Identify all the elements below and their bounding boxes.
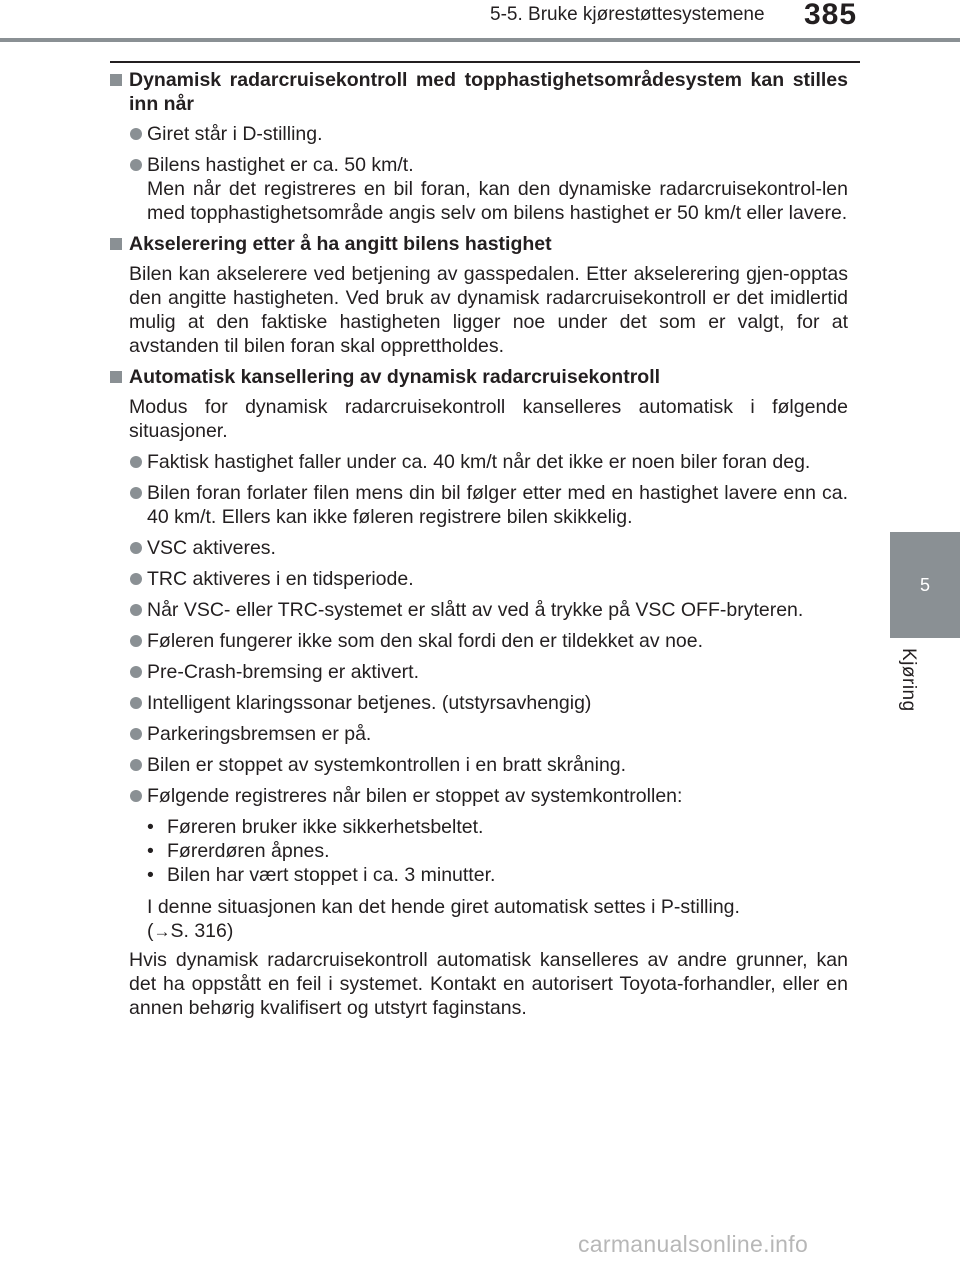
list-item — [130, 784, 848, 808]
list-item — [130, 536, 848, 560]
list-item-line: Bilens hastighet er ca. 50 km/t. — [147, 154, 414, 176]
dot-bullet-icon: • — [147, 816, 154, 838]
section-automatic-cancel — [108, 365, 848, 1020]
section-heading — [108, 365, 848, 389]
chapter-label: Kjøring — [898, 648, 919, 712]
circle-bullet-icon — [130, 666, 142, 678]
heading-text: Akselerering etter å ha angitt bilens hastighet — [129, 233, 552, 255]
list-item — [130, 481, 848, 529]
page-content — [108, 66, 848, 1027]
circle-bullet-icon — [130, 542, 142, 554]
square-bullet-icon — [110, 238, 122, 250]
list-item-text: Bilen er stoppet av systemkontrollen i en bratt skråning. — [147, 754, 627, 776]
heading-text: Automatisk kansellering av dynamisk radarcruisekontroll — [129, 366, 661, 388]
ref-text: S. 316) — [170, 920, 234, 942]
note — [147, 895, 848, 944]
circle-bullet-icon — [130, 790, 142, 802]
list-item — [130, 629, 848, 653]
list-item — [130, 153, 848, 225]
dot-bullet-icon: • — [147, 840, 154, 862]
circle-bullet-icon — [130, 573, 142, 585]
closing-paragraph: Hvis dynamisk radarcruisekontroll automatisk kanselleres av andre grunner, kan det ha oppstått en feil i systemet. Kontakt en autorisert Toyota-forhandler, eller en annen behørig kvalifisert og utstyrt faginstans. — [129, 949, 848, 1019]
list-item — [130, 722, 848, 746]
list-item-text: Bilen foran forlater filen mens din bil følger etter med en hastighet lavere enn ca. 40 km/t. Ellers kan ikke føleren registrere bilen skikkelig. — [147, 482, 848, 528]
list-item — [130, 753, 848, 777]
list-item — [130, 691, 848, 715]
list-item-text — [147, 153, 848, 225]
arrow-right-icon: → — [153, 922, 171, 941]
circle-bullet-icon — [130, 759, 142, 771]
heading-text: Dynamisk radarcruisekontroll med topphastighetsområdesystem kan stilles inn når — [129, 69, 848, 115]
list-item-text: Føleren fungerer ikke som den skal fordi den er tildekket av noe. — [147, 630, 704, 652]
watermark: carmanualsonline.info — [578, 1231, 809, 1257]
dot-bullet-icon: • — [147, 864, 154, 886]
circle-bullet-icon — [130, 635, 142, 647]
sub-list-item — [147, 815, 848, 839]
list-item-text: VSC aktiveres. — [147, 537, 276, 559]
circle-bullet-icon — [130, 159, 142, 171]
section-paragraph: Modus for dynamisk radarcruisekontroll kanselleres automatisk i følgende situasjoner. — [129, 396, 848, 442]
list-item-text: TRC aktiveres i en tidsperiode. — [147, 568, 414, 590]
section-acceleration — [108, 232, 848, 358]
section-heading — [108, 68, 848, 116]
section-heading — [108, 232, 848, 256]
square-bullet-icon — [110, 74, 122, 86]
square-bullet-icon — [110, 371, 122, 383]
content-top-rule — [110, 61, 860, 63]
note-text: I denne situasjonen kan det hende giret automatisk settes i P-stilling. — [147, 896, 740, 918]
list-item-text: Parkeringsbremsen er på. — [147, 723, 372, 745]
page-reference-link[interactable] — [147, 920, 233, 942]
circle-bullet-icon — [130, 697, 142, 709]
list-item — [130, 598, 848, 622]
section-activation-conditions — [108, 68, 848, 225]
list-item-text: Følgende registreres når bilen er stoppet av systemkontrollen: — [147, 785, 683, 807]
section-title: 5-5. Bruke kjørestøttesystemene — [490, 4, 765, 25]
circle-bullet-icon — [130, 128, 142, 140]
list-item-text — [147, 122, 848, 146]
ref-open-paren: ( — [147, 920, 154, 942]
header-rule — [0, 38, 960, 42]
list-item — [130, 660, 848, 684]
list-item-text: Pre-Crash-bremsing er aktivert. — [147, 661, 419, 683]
list-item-text: Intelligent klaringssonar betjenes. (utstyrsavhengig) — [147, 692, 592, 714]
list-item-line: Men når det registreres en bil foran, kan den dynamiske radarcruisekontrol-len med topphastighetsområde angis selv om bilens hastighet er 50 km/t eller lavere. — [147, 178, 848, 224]
list-item-line: Giret står i D-stilling. — [147, 123, 323, 145]
page-number: 385 — [804, 0, 858, 31]
circle-bullet-icon — [130, 604, 142, 616]
circle-bullet-icon — [130, 456, 142, 468]
list-item-text: Faktisk hastighet faller under ca. 40 km/t når det ikke er noen biler foran deg. — [147, 451, 811, 473]
sub-list-item — [147, 839, 848, 863]
sub-list-item — [147, 863, 848, 887]
chapter-number: 5 — [919, 574, 930, 595]
list-item-text: Når VSC- eller TRC-systemet er slått av ved å trykke på VSC OFF-bryteren. — [147, 599, 804, 621]
circle-bullet-icon — [130, 728, 142, 740]
list-item — [130, 450, 848, 474]
section-paragraph: Bilen kan akselerere ved betjening av gasspedalen. Etter akselerering gjen-opptas den angitte hastigheten. Ved bruk av dynamisk radarcruisekontroll er det imidlertid mulig at den faktiske hastigheten ligger noe under det som er valgt, for at avstanden til bilen foran skal opprettholdes. — [129, 263, 848, 357]
sub-list-item-text: Bilen har vært stoppet i ca. 3 minutter. — [167, 864, 496, 886]
list-item — [130, 122, 848, 146]
chapter-tab[interactable] — [890, 532, 960, 638]
sub-list — [147, 815, 848, 887]
list-item — [130, 567, 848, 591]
sub-list-item-text: Førerdøren åpnes. — [167, 840, 330, 862]
sub-list-item-text: Føreren bruker ikke sikkerhetsbeltet. — [167, 816, 484, 838]
circle-bullet-icon — [130, 487, 142, 499]
